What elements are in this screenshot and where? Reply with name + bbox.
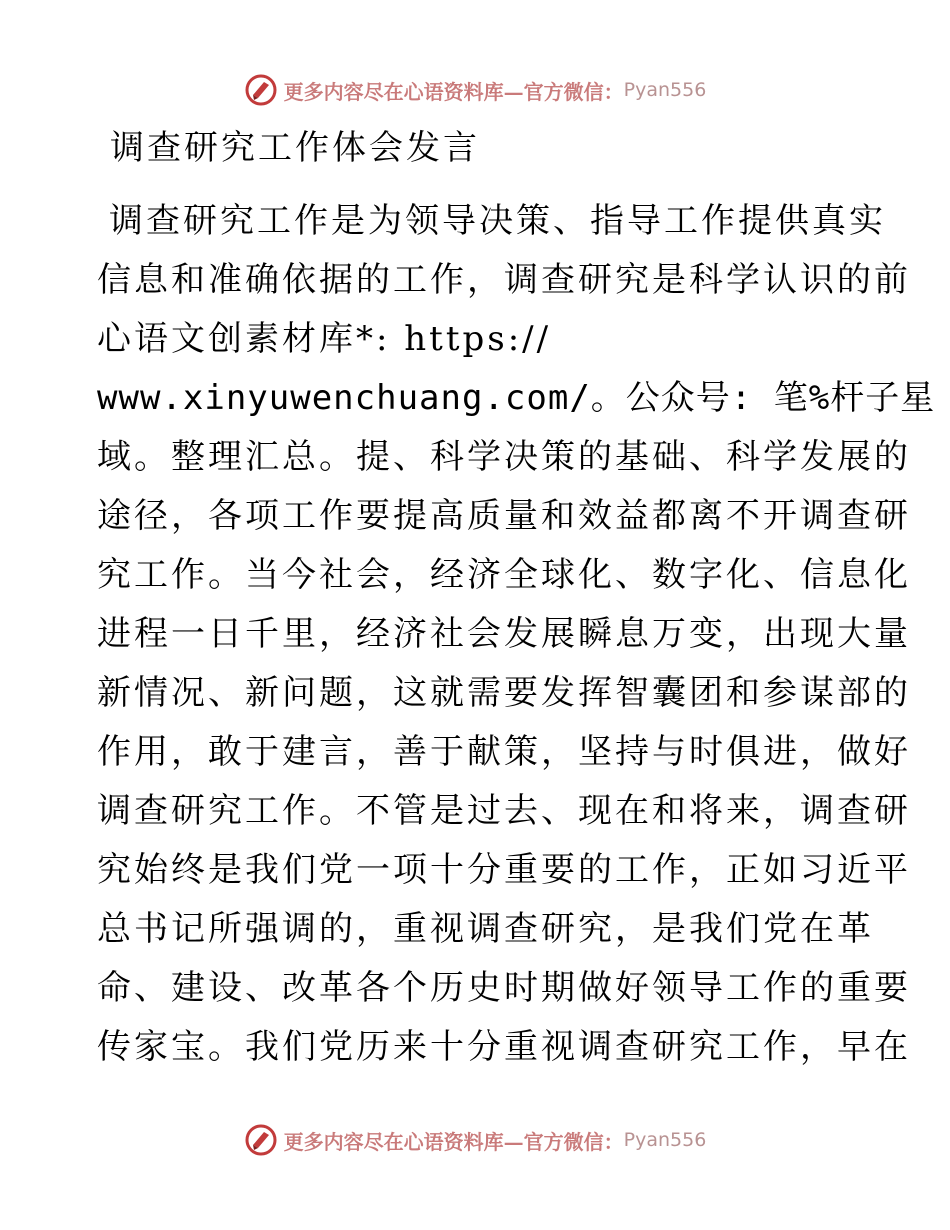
banner-wechat-id: Pyan556: [623, 79, 707, 101]
body-line: 传家宝。我们党历来十分重视调查研究工作，早在: [97, 1027, 911, 1067]
document-title: 调查研究工作体会发言: [110, 128, 480, 168]
body-line: 总书记所强调的，重视调查研究，是我们党在革: [97, 909, 874, 949]
body-line: 途径，各项工作要提高质量和效益都离不开调查研: [97, 496, 911, 536]
body-line: 新情况、新问题，这就需要发挥智囊团和参谋部的: [97, 673, 911, 713]
brand-logo-icon: [244, 1123, 278, 1157]
banner-wechat-id: Pyan556: [623, 1129, 707, 1151]
document-body: [97, 192, 936, 1077]
header-banner: [0, 70, 950, 110]
body-line-url: www.xinyuwenchuang.com/。公众号: 笔%杆子星: [97, 378, 936, 418]
body-line: 域。整理汇总。提、科学决策的基础、科学发展的: [97, 437, 911, 477]
body-line: 命、建设、改革各个历史时期做好领导工作的重要: [97, 968, 911, 1008]
body-line: 作用，敢于建言，善于献策，坚持与时俱进，做好: [97, 732, 911, 772]
body-line: 调查研究工作是为领导决策、指导工作提供真实: [109, 201, 886, 241]
body-line: 心语文创素材库*: https://: [97, 319, 552, 359]
footer-banner: [0, 1120, 950, 1160]
body-line: 究工作。当今社会，经济全球化、数字化、信息化: [97, 555, 911, 595]
body-line: 信息和准确依据的工作，调查研究是科学认识的前: [97, 260, 911, 300]
body-line: 究始终是我们党一项十分重要的工作，正如习近平: [97, 850, 911, 890]
brand-logo-icon: [244, 73, 278, 107]
body-line: 进程一日千里，经济社会发展瞬息万变，出现大量: [97, 614, 911, 654]
banner-text: 更多内容尽在心语资料库—官方微信：: [283, 1129, 624, 1154]
banner-text: 更多内容尽在心语资料库—官方微信：: [283, 79, 624, 104]
body-line: 调查研究工作。不管是过去、现在和将来，调查研: [97, 791, 911, 831]
